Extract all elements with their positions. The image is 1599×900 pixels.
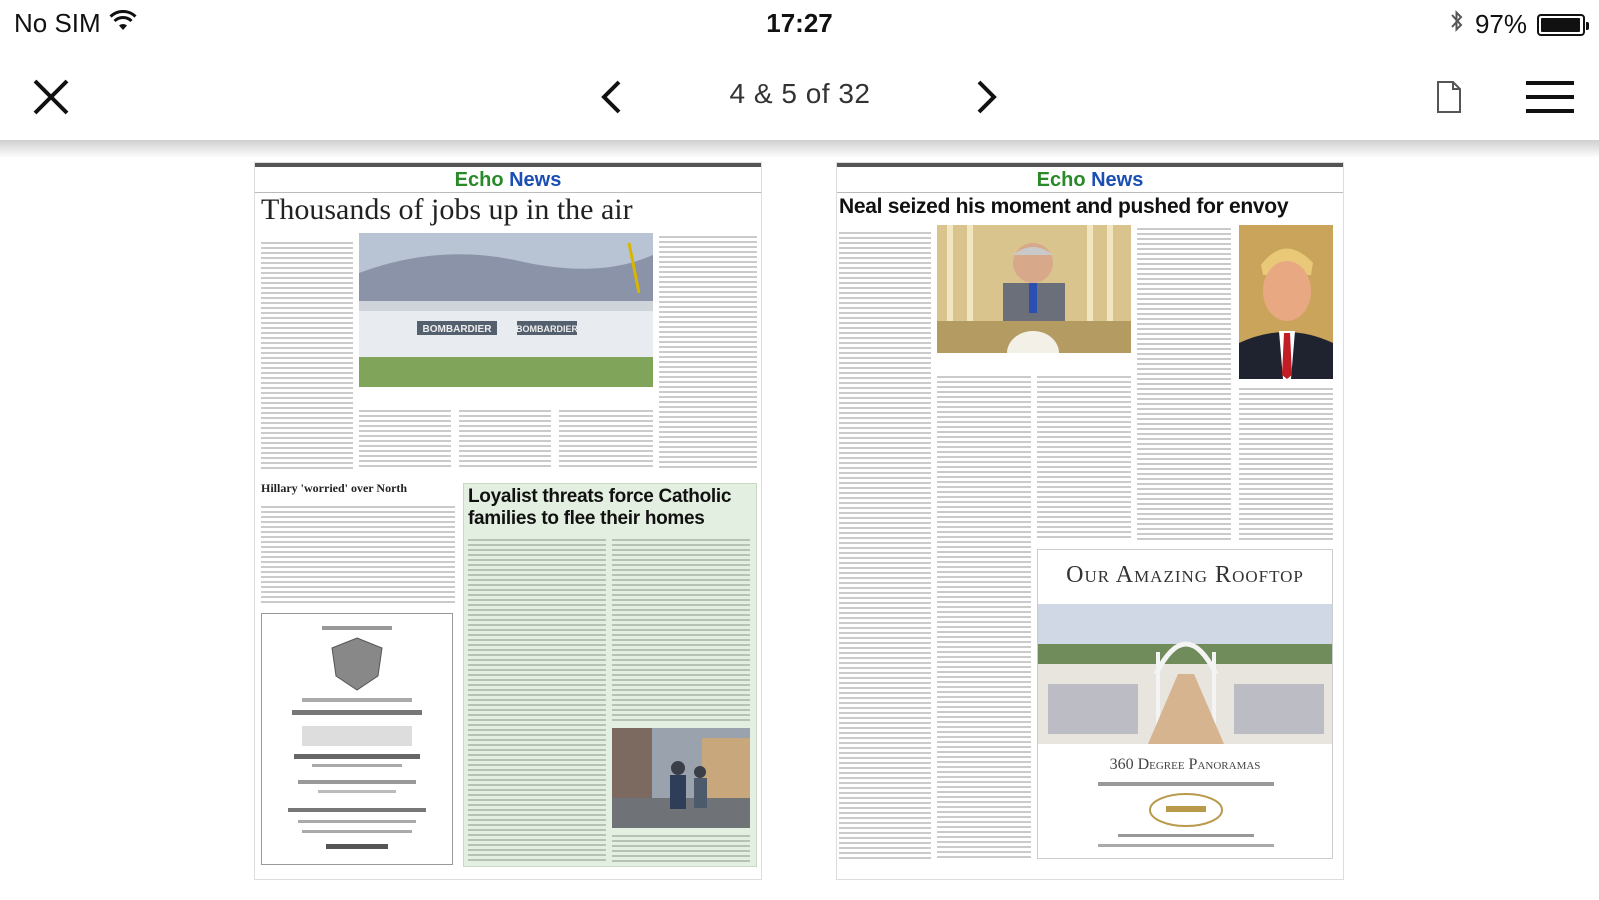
- article-column: [659, 233, 757, 469]
- close-button[interactable]: [26, 72, 76, 122]
- page-indicator: 4 & 5 of 32: [729, 78, 871, 109]
- factory-photo: [359, 233, 653, 387]
- masthead-left: [255, 163, 761, 193]
- masthead-echo: Echo: [1036, 169, 1086, 191]
- portrait-photo-graphic: [1239, 225, 1333, 379]
- battery-percent: 97%: [1474, 9, 1527, 39]
- article-column: [359, 407, 451, 469]
- crest-icon: [262, 614, 452, 864]
- chevron-right-icon: [975, 79, 999, 115]
- article-column: [1239, 385, 1333, 541]
- masthead-news: News: [509, 169, 562, 191]
- newspaper-spread[interactable]: [250, 162, 1350, 880]
- headline-neal: Neal seized his moment and pushed for envoy: [839, 195, 1289, 218]
- notice-advert: [261, 613, 453, 865]
- status-left: [14, 8, 137, 39]
- street-photo: [612, 728, 750, 828]
- page-4[interactable]: [254, 162, 762, 880]
- venue-logo: [1038, 780, 1333, 856]
- status-bar: [0, 0, 1599, 50]
- status-time: 17:27: [766, 8, 833, 38]
- street-photo-graphic: [612, 728, 750, 828]
- loyalist-article-box: [463, 483, 757, 867]
- ad-title: Our Amazing Rooftop: [1066, 562, 1304, 588]
- toolbar-shadow: [0, 140, 1599, 158]
- headline-loyalist-line2: families to flee their homes: [468, 508, 705, 529]
- next-page-button[interactable]: [962, 72, 1012, 122]
- article-column: [1037, 373, 1131, 541]
- previous-page-button[interactable]: [586, 72, 636, 122]
- neal-photo-graphic: [937, 225, 1131, 353]
- article-column: [559, 407, 653, 469]
- article-column: [839, 229, 931, 859]
- close-icon: [31, 77, 71, 117]
- rooftop-advert: [1037, 549, 1333, 859]
- battery-fill: [1541, 18, 1580, 32]
- masthead-news: News: [1091, 169, 1144, 191]
- page-5[interactable]: [836, 162, 1344, 880]
- sub-headline-hillary: Hillary 'worried' over North: [261, 481, 408, 495]
- wifi-icon: [109, 8, 137, 39]
- bluetooth-icon: [1449, 8, 1465, 41]
- article-column: [612, 536, 750, 722]
- masthead-right: [837, 163, 1343, 193]
- rooftop-photo: [1038, 604, 1333, 744]
- article-column: [261, 239, 353, 469]
- hamburger-menu-icon: [1526, 79, 1574, 115]
- carrier-label: No SIM: [14, 8, 101, 38]
- document-icon: [1436, 80, 1462, 114]
- headline-loyalist-line1: Loyalist threats force Catholic: [468, 486, 732, 507]
- factory-photo-graphic: [359, 233, 653, 387]
- article-column: [937, 373, 1031, 859]
- headline-jobs: Thousands of jobs up in the air: [261, 193, 633, 226]
- portrait-photo: [1239, 225, 1333, 379]
- reader-toolbar: [0, 50, 1599, 146]
- article-column: [468, 536, 606, 862]
- single-page-button[interactable]: [1424, 72, 1474, 122]
- neal-photo: [937, 225, 1131, 353]
- chevron-left-icon: [599, 79, 623, 115]
- article-column: [612, 832, 750, 862]
- factory-sign-1: BOMBARDIER: [422, 324, 492, 335]
- battery-icon: [1537, 14, 1585, 36]
- article-column: [459, 407, 551, 469]
- status-right: [1449, 8, 1585, 41]
- article-column: [261, 503, 455, 603]
- factory-sign-2: BOMBARDIER: [516, 324, 578, 334]
- masthead-echo: Echo: [454, 169, 504, 191]
- menu-button[interactable]: [1520, 72, 1580, 122]
- article-column: [1137, 225, 1231, 541]
- ad-subtitle: 360 Degree Panoramas: [1109, 756, 1261, 773]
